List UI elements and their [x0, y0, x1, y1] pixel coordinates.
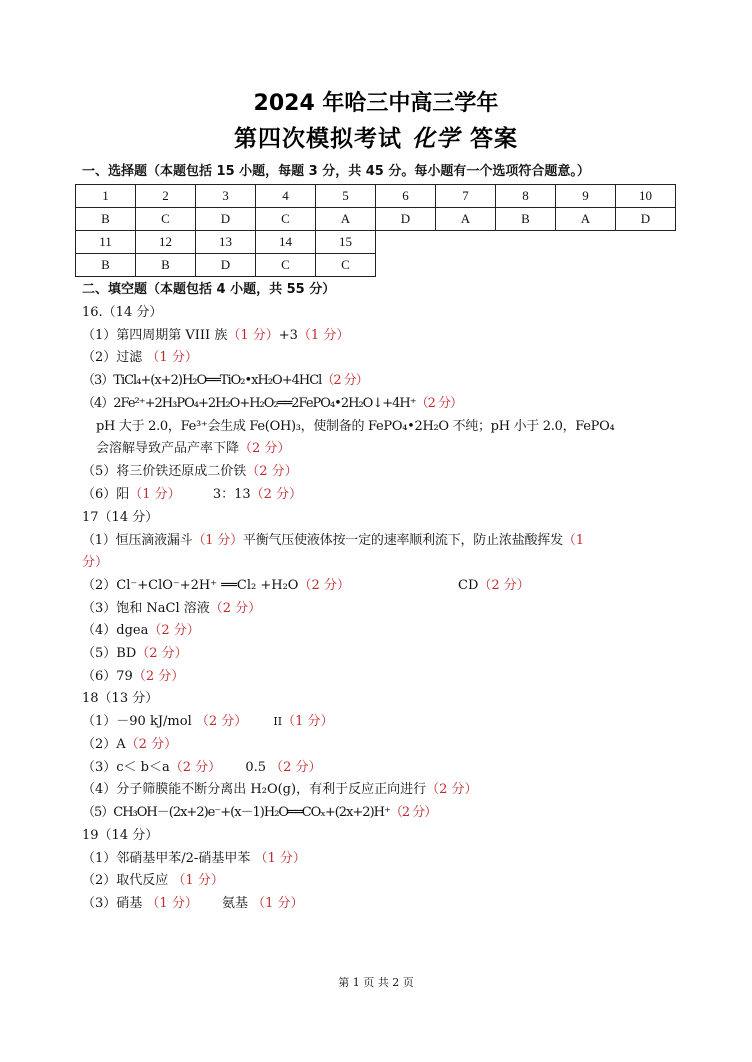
title-answer: 答案 — [470, 126, 518, 152]
table-cell: B — [76, 254, 136, 277]
table-cell: A — [556, 208, 616, 231]
score-label: （2 分） — [298, 578, 350, 593]
q17-line1-cont: 分） — [82, 555, 109, 570]
table-row — [76, 231, 376, 254]
table-cell: D — [376, 208, 436, 231]
q18-header: 18（13 分） — [82, 691, 159, 706]
answer-text: （5）CH₃OH－(2x+2)e⁻+(x－1)H₂O══COₓ+(2x+2)H⁺ — [82, 805, 390, 820]
score-label: （1 分） — [227, 328, 279, 343]
answer-text: （2）Cl⁻+ClO⁻+2H⁺ ══Cl₂ +H₂O — [82, 578, 299, 593]
section2-heading: 二、填空题（本题包括 4 小题，共 55 分） — [82, 282, 336, 297]
answer-text: （2）A — [82, 737, 126, 752]
score-label: （2 分） — [415, 396, 462, 411]
table-cell: 15 — [316, 231, 376, 254]
answer-text: （1）邻硝基甲苯/2-硝基甲苯 — [82, 851, 251, 866]
q16-line3 — [82, 372, 368, 390]
table-cell: 11 — [76, 231, 136, 254]
table-cell: B — [76, 208, 136, 231]
answer-text: （5）将三价铁还原成二价铁 — [82, 464, 247, 479]
answer-table-1 — [75, 184, 676, 231]
score-label: （1 分） — [192, 533, 243, 548]
answer-text: 氨基 — [221, 896, 248, 911]
score-label: （2 分） — [478, 578, 530, 593]
score-label: （2 分） — [136, 646, 188, 661]
score-label: （1 分） — [252, 896, 304, 911]
table-cell: 13 — [196, 231, 256, 254]
score-label: （1 — [562, 533, 584, 548]
q18-line2 — [82, 736, 177, 754]
answer-text: 会溶解导致产品产率下降 — [96, 441, 240, 456]
table-cell: C — [256, 254, 316, 277]
table-cell: A — [316, 208, 376, 231]
q17-line6 — [82, 668, 184, 686]
answer-text: （1）－90 kJ/mol — [82, 714, 192, 729]
score-label: （1 分） — [129, 487, 181, 502]
answer-text: 0.5 — [245, 760, 266, 775]
title-line2 — [0, 120, 752, 153]
q18-line4 — [82, 781, 477, 799]
score-label: （2 分） — [148, 623, 200, 638]
score-label: （2 分） — [270, 760, 322, 775]
score-label: （2 分） — [239, 441, 291, 456]
q19-header: 19（14 分） — [82, 828, 159, 843]
table-cell: B — [136, 254, 196, 277]
q17-line1 — [82, 532, 584, 550]
score-label: （2 分） — [426, 782, 478, 797]
answer-text: （1）第四周期第 VIII 族 — [82, 328, 228, 343]
table-cell: D — [196, 254, 256, 277]
q16-line4-explain2 — [96, 440, 290, 458]
score-label: （2 分） — [125, 737, 178, 752]
q17-line4 — [82, 622, 200, 640]
table-cell: 9 — [556, 185, 616, 208]
answer-text: （6）阳 — [82, 487, 130, 502]
q17-line3 — [82, 600, 261, 618]
table-cell: B — [496, 208, 556, 231]
q16-line4 — [82, 395, 462, 413]
answer-text: （4）2Fe²⁺+2H₃PO₄+2H₂O+H₂O₂══2FePO₄•2H₂O↓+4H⁺ — [82, 396, 416, 411]
score-label: （1 分） — [146, 350, 198, 365]
q18-line5 — [82, 804, 436, 822]
score-label: （2 分） — [195, 714, 248, 729]
table-row — [76, 208, 676, 231]
score-label: （1 分） — [146, 896, 198, 911]
table-cell: 10 — [616, 185, 676, 208]
q19-line3 — [82, 895, 304, 913]
table-cell: C — [256, 208, 316, 231]
score-label: （1 分） — [282, 714, 334, 729]
answer-text: +3 — [278, 328, 298, 343]
q16-line2 — [82, 349, 198, 367]
answer-text: 3：13 — [212, 487, 251, 502]
title-exam: 第四次模拟考试 — [234, 126, 402, 152]
title-line1: 2024 年哈三中高三学年 — [253, 91, 499, 116]
table-cell: 14 — [256, 231, 316, 254]
answer-text: （2）取代反应 — [82, 873, 169, 888]
q16-line1 — [82, 327, 349, 345]
q17-line5 — [82, 645, 188, 663]
table-cell: C — [316, 254, 376, 277]
answer-text: （5）BD — [82, 646, 137, 661]
score-label: （2 分） — [246, 464, 298, 479]
answer-text: （3）c＜ b＜a — [82, 760, 170, 775]
q17-line2 — [82, 577, 530, 595]
q18-line3 — [82, 759, 322, 777]
table-cell: 8 — [496, 185, 556, 208]
score-label: （2 分） — [132, 669, 185, 684]
table-cell: 5 — [316, 185, 376, 208]
page-footer: 第 1 页 共 2 页 — [338, 976, 414, 989]
answer-text: （4）分子筛膜能不断分离出 H₂O(g)，有利于反应正向进行 — [82, 782, 427, 797]
score-label: （2 分） — [321, 373, 368, 388]
answer-text: 平衡气压使液体按一定的速率顺利流下，防止浓盐酸挥发 — [242, 533, 563, 548]
score-label: （2 分） — [250, 487, 303, 502]
q16-line6 — [82, 486, 302, 504]
answer-text: （4）dgea — [82, 623, 149, 638]
table-cell: C — [136, 208, 196, 231]
table-cell: 1 — [76, 185, 136, 208]
q16-line5 — [82, 463, 298, 481]
q19-line2 — [82, 872, 224, 890]
q18-line1 — [82, 713, 334, 731]
table-cell: 12 — [136, 231, 196, 254]
title-subject: 化学 — [412, 125, 460, 152]
answer-text: II — [273, 715, 283, 728]
score-label: （2 分） — [169, 760, 222, 775]
table-cell: A — [436, 208, 496, 231]
answer-text: CD — [458, 578, 479, 593]
answer-text: （1）恒压滴液漏斗 — [82, 533, 193, 548]
q17-header: 17（14 分） — [82, 510, 159, 525]
section1-heading: 一、选择题（本题包括 15 小题，每题 3 分，共 45 分。每小题有一个选项符合题意。） — [82, 164, 590, 179]
table-row — [76, 185, 676, 208]
answer-text: （3）饱和 NaCl 溶液 — [82, 601, 210, 616]
answer-table-2 — [75, 230, 376, 277]
score-label: （2 分） — [389, 805, 437, 820]
table-cell: D — [616, 208, 676, 231]
table-cell: 7 — [436, 185, 496, 208]
q16-line4-explain: pH 大于 2.0，Fe³⁺会生成 Fe(OH)₃，使制备的 FePO₄•2H₂O 不纯；pH 小于 2.0，FePO₄ — [96, 419, 615, 434]
answer-text: （2）过滤 — [82, 350, 143, 365]
q16-header: 16.（14 分） — [82, 305, 163, 320]
score-label: （2 分） — [209, 601, 262, 616]
answer-text: （6）79 — [82, 669, 133, 684]
table-row — [76, 254, 376, 277]
table-cell: 2 — [136, 185, 196, 208]
score-label: （1 分） — [172, 873, 224, 888]
table-cell: 6 — [376, 185, 436, 208]
q19-line1 — [82, 850, 306, 868]
table-cell: 4 — [256, 185, 316, 208]
answer-text: （3）TiCl₄+(x+2)H₂O══TiO₂•xH₂O+4HCl — [82, 373, 322, 388]
answer-text: （3）硝基 — [82, 896, 143, 911]
table-cell: D — [196, 208, 256, 231]
table-cell: 3 — [196, 185, 256, 208]
score-label: （1 分） — [254, 851, 306, 866]
score-label: （1 分） — [297, 328, 350, 343]
